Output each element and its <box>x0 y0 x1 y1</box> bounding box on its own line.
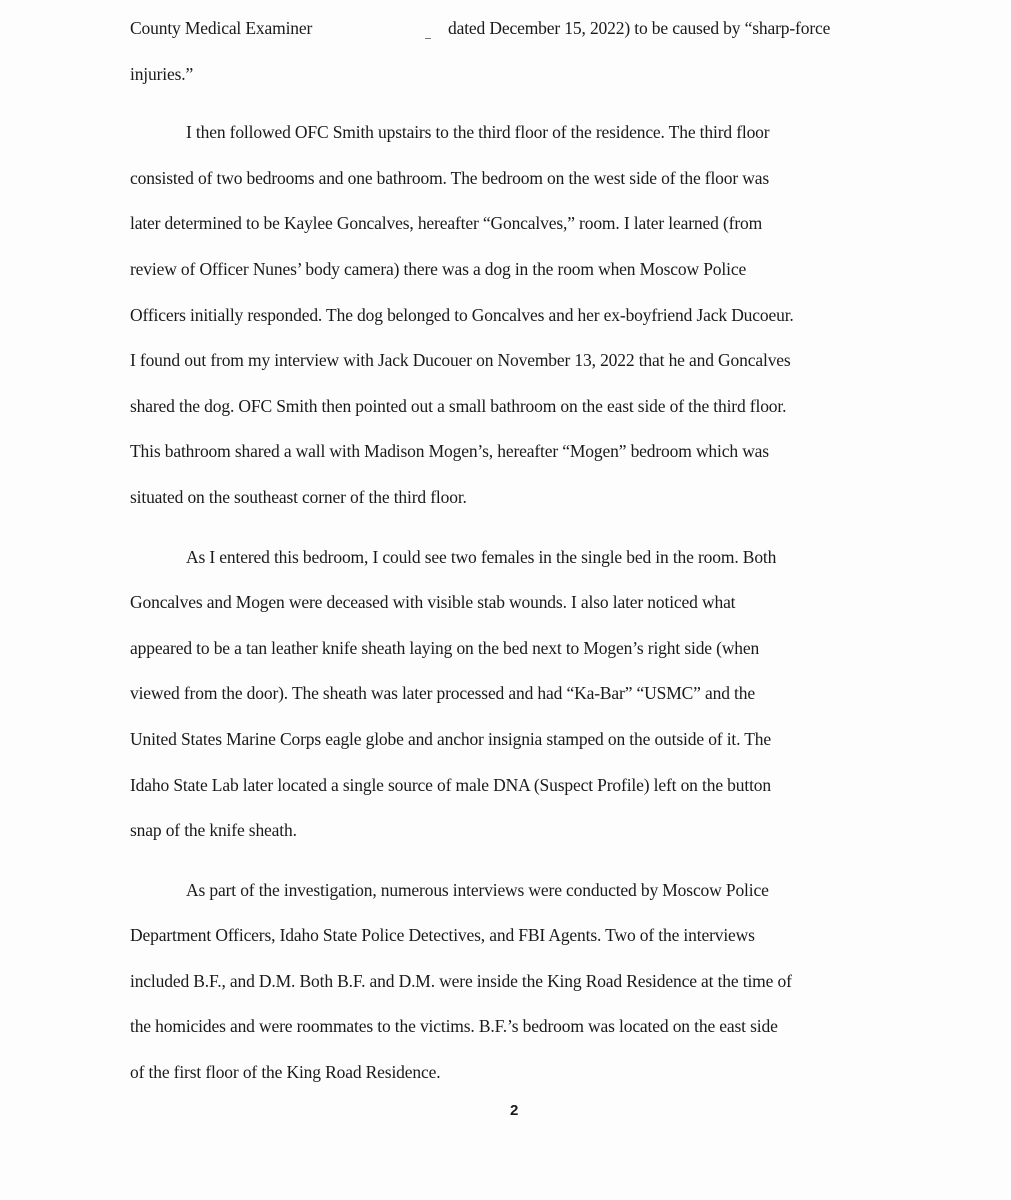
paragraph-2-line: As I entered this bedroom, I could see two females in the single bed in the room. Both <box>186 547 777 567</box>
opening-left-text: County Medical Examiner <box>130 18 313 38</box>
paragraph-1-line: I found out from my interview with Jack Ducouer on November 13, 2022 that he and Goncalves <box>130 350 791 370</box>
paragraph-1-line: consisted of two bedrooms and one bathroom. The bedroom on the west side of the floor was <box>130 168 770 188</box>
paragraph-1-line: This bathroom shared a wall with Madison Mogen’s, hereafter “Mogen” bedroom which was <box>130 441 769 461</box>
paragraph-3-line: included B.F., and D.M. Both B.F. and D.M. were inside the King Road Residence at the time of <box>130 971 792 991</box>
paragraph-3-line: the homicides and were roommates to the victims. B.F.’s bedroom was located on the east side <box>130 1016 778 1036</box>
paragraph-1-line: review of Officer Nunes’ body camera) there was a dog in the room when Moscow Police <box>130 259 747 279</box>
paragraph-1-line: I then followed OFC Smith upstairs to the third floor of the residence. The third floor <box>186 122 770 142</box>
paragraph-2-line: United States Marine Corps eagle globe and anchor insignia stamped on the outside of it. The <box>130 729 772 749</box>
paragraph-1-line: Officers initially responded. The dog belonged to Goncalves and her ex-boyfriend Jack Ducoeur. <box>130 305 794 325</box>
paragraph-2-line: appeared to be a tan leather knife sheath laying on the bed next to Mogen’s right side (when <box>130 638 760 658</box>
paragraph-2-line: Goncalves and Mogen were deceased with visible stab wounds. I also later noticed what <box>130 592 736 612</box>
paragraph-1-line: situated on the southeast corner of the third floor. <box>130 487 467 507</box>
paragraph-2-line: Idaho State Lab later located a single source of male DNA (Suspect Profile) left on the button <box>130 775 771 795</box>
paragraph-3-line: As part of the investigation, numerous interviews were conducted by Moscow Police <box>186 880 769 900</box>
opening-line-2: injuries.” <box>130 64 194 84</box>
redaction-mark <box>425 38 431 39</box>
page-number: 2 <box>510 1102 519 1119</box>
paragraph-1-line: shared the dog. OFC Smith then pointed out a small bathroom on the east side of the third floor. <box>130 396 787 416</box>
paragraph-3-line: Department Officers, Idaho State Police Detectives, and FBI Agents. Two of the interviews <box>130 925 755 945</box>
paragraph-1-line: later determined to be Kaylee Goncalves, hereafter “Goncalves,” room. I later learned (from <box>130 213 763 233</box>
opening-right-text: dated December 15, 2022) to be caused by “sharp-force <box>448 18 831 38</box>
paragraph-2-line: snap of the knife sheath. <box>130 820 297 840</box>
paragraph-3-line: of the first floor of the King Road Residence. <box>130 1062 441 1082</box>
paragraph-2-line: viewed from the door). The sheath was later processed and had “Ka-Bar” “USMC” and the <box>130 683 755 703</box>
